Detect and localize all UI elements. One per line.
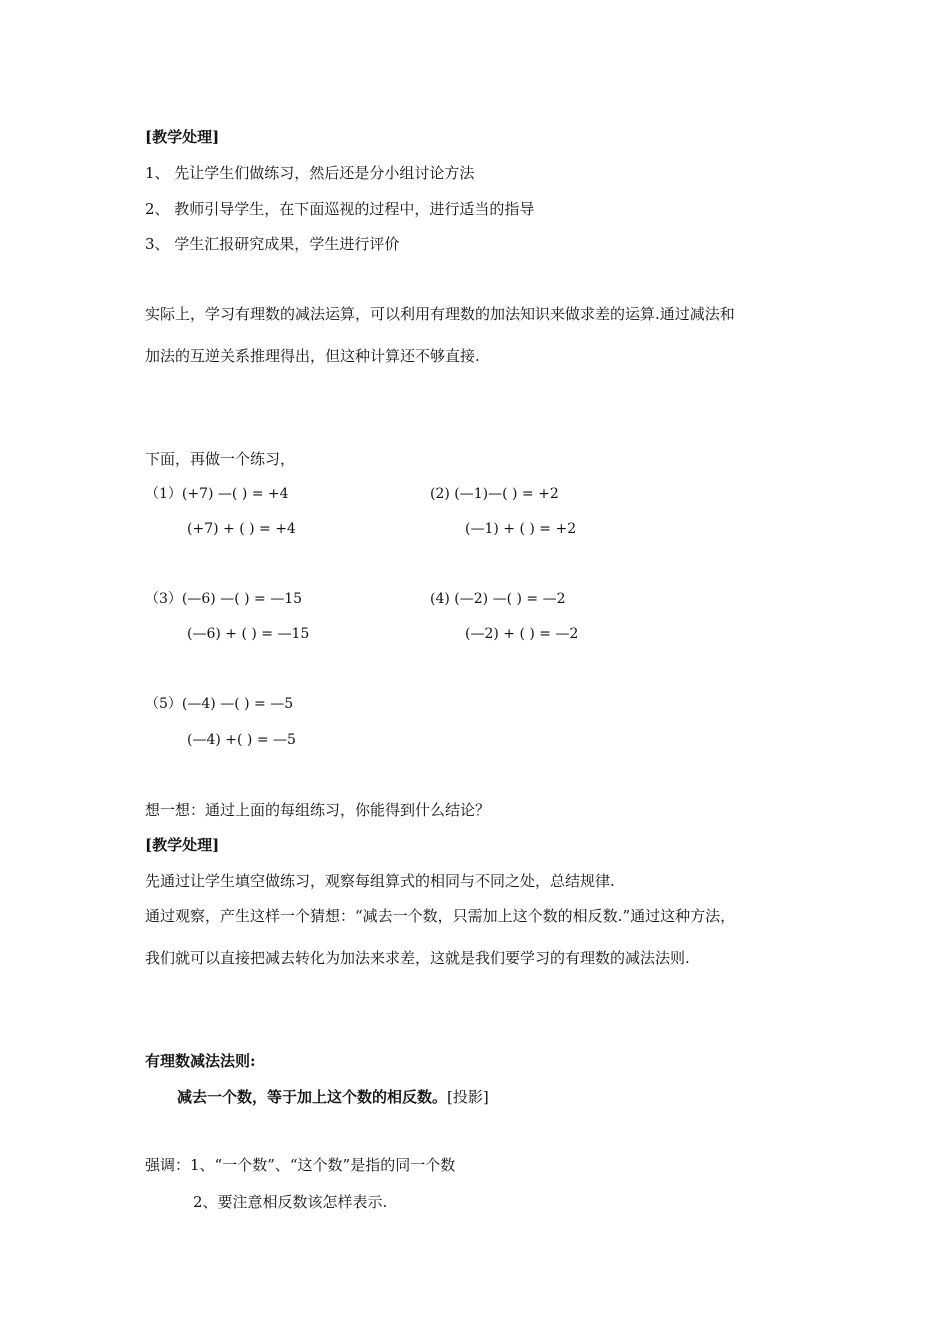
think-question: 想一想：通过上面的每组练习，你能得到什么结论？ xyxy=(145,801,491,819)
rule-text: 减去一个数，等于加上这个数的相反数。 xyxy=(177,1088,448,1106)
exercise-3-line2: (—6) + ( ) = —15 xyxy=(187,626,310,642)
section2-line2: 通过观察，产生这样一个猜想：“减去一个数，只需加上这个数的相反数.”通过这种方法， xyxy=(145,907,736,925)
exercise-3-line1: （3）(—6) —( ) = —15 xyxy=(145,591,303,607)
section2-line3: 我们就可以直接把减去转化为加法来求差，这就是我们要学习的有理数的减法法则. xyxy=(145,949,690,967)
para1-line2: 加法的互逆关系推理得出，但这种计算还不够直接. xyxy=(145,347,480,365)
section1-heading: [教学处理] xyxy=(145,128,220,146)
section2-line1: 先通过让学生填空做练习，观察每组算式的相同与不同之处，总结规律. xyxy=(145,872,615,890)
exercise-1-line2: (+7) + ( ) = +4 xyxy=(187,521,296,537)
section1-item-3: 3、 学生汇报研究成果，学生进行评价 xyxy=(145,235,400,253)
emphasis-line1: 强调：1、“一个数”、“这个数”是指的同一个数 xyxy=(145,1156,456,1174)
emphasis-line2: 2、要注意相反数该怎样表示. xyxy=(193,1193,388,1211)
section2-heading: [教学处理] xyxy=(145,836,220,854)
exercise-4-line1: (4) (—2) —( ) = —2 xyxy=(430,591,566,607)
rule-suffix: [投影] xyxy=(447,1088,489,1106)
rule-text-line xyxy=(177,1087,489,1107)
exercise-5-line1: （5）(—4) —( ) = —5 xyxy=(145,696,294,712)
exercise-2-line1: (2) (—1)—( ) = +2 xyxy=(430,486,559,502)
exercise-5-line2: (—4) +( ) = —5 xyxy=(187,732,296,748)
rule-title: 有理数减法法则: xyxy=(145,1052,256,1070)
section1-item-1: 1、 先让学生们做练习，然后还是分小组讨论方法 xyxy=(145,164,475,182)
section1-item-2: 2、 教师引导学生，在下面巡视的过程中，进行适当的指导 xyxy=(145,200,535,218)
exercise-1-line1: （1）(+7) —( ) = +4 xyxy=(145,486,289,502)
exercise-2-line2: (—1) + ( ) = +2 xyxy=(465,521,577,537)
exercise-intro: 下面，再做一个练习， xyxy=(145,450,296,468)
exercise-4-line2: (—2) + ( ) = —2 xyxy=(465,626,579,642)
para1-line1: 实际上，学习有理数的减法运算，可以利用有理数的加法知识来做求差的运算.通过减法和 xyxy=(145,305,735,323)
